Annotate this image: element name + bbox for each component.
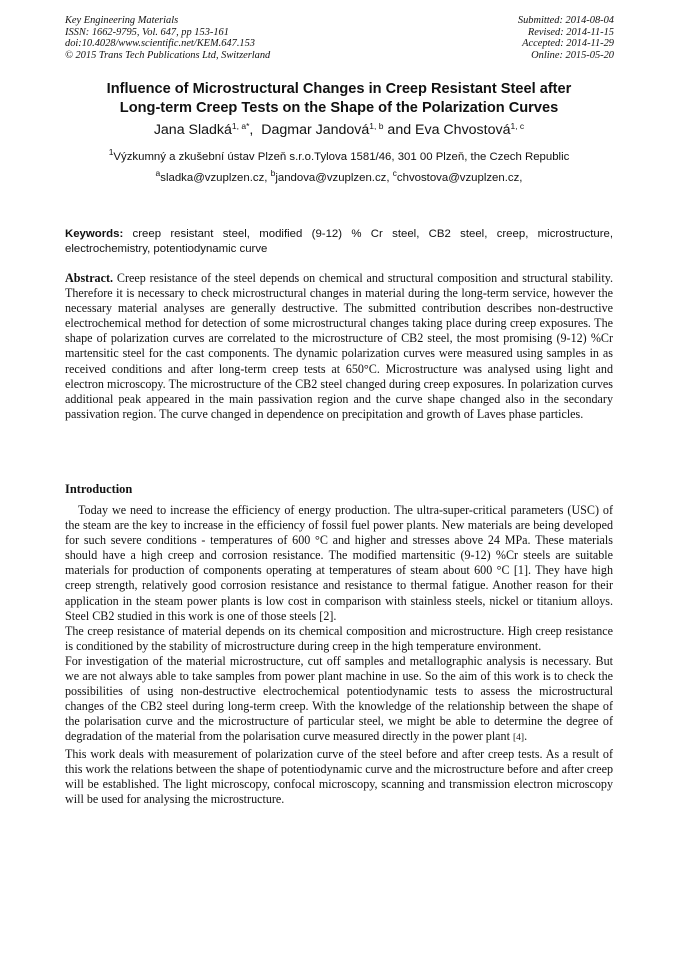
journal-issn: ISSN: 1662-9795, Vol. 647, pp 153-161 xyxy=(65,26,229,38)
author-separator: , xyxy=(249,122,262,138)
author-name: Eva Chvostová xyxy=(415,122,511,138)
paragraph xyxy=(65,654,613,747)
section-heading-introduction: Introduction xyxy=(65,482,133,496)
title-line-1: Influence of Microstructural Changes in Creep Resistant Steel after xyxy=(106,81,572,97)
author-name: Jana Sladká xyxy=(153,122,232,138)
journal-name: Key Engineering Materials xyxy=(65,15,179,26)
keywords-text: creep resistant steel, modified (9-12) % Cr steel, CB2 steel, creep, microstructure, electrochemistry, potentiodynamic curve xyxy=(65,228,613,255)
paper-title xyxy=(40,80,638,118)
affiliation-mark: 1 xyxy=(108,147,114,157)
email-mark: b xyxy=(270,168,276,178)
author-affiliation-mark: 1, a* xyxy=(231,121,250,131)
keywords-label: Keywords: xyxy=(65,228,124,240)
online-date: Online: 2015-05-20 xyxy=(531,49,614,61)
email-mark: a xyxy=(155,168,161,178)
paragraph: The creep resistance of material depends on its chemical composition and microstructure. High creep resistance is conditioned by the stability of microstructure during creep in the high temperature environment. xyxy=(65,623,613,653)
introduction-body xyxy=(65,503,613,807)
citation-reference: [4] xyxy=(512,733,525,744)
affiliation xyxy=(40,147,638,164)
journal-info xyxy=(65,15,270,61)
email-address[interactable]: jandova@vzuplzen.cz, xyxy=(275,172,393,184)
email-mark: c xyxy=(392,168,397,178)
title-line-2: Long-term Creep Tests on the Shape of the Polarization Curves xyxy=(119,100,559,116)
author-list xyxy=(40,121,638,139)
abstract-section xyxy=(65,271,613,422)
email-address[interactable]: chvostova@vzuplzen.cz, xyxy=(396,172,523,184)
author-separator: and xyxy=(383,122,416,138)
author-affiliation-mark: 1, c xyxy=(510,121,525,131)
paragraph-end: . xyxy=(524,729,528,744)
abstract-text: Creep resistance of the steel depends on chemical and structural composition and structural stability. Therefore it is necessary to check microstructural changes in material during the long-term service, however the necessary material analyses are generally destructive. The submitted contribution describes non-destructive electrochemical method for detection of some microstructural changes taking place during creep exposures. The shape of polarization curves are correlated to the microstructure of CB2 steel, the most promising (9-12) %Cr martensitic steel for the cast components. The dynamic polarization curves were measured using samples in as received conditions and after long-term creep tests at 650°C. Microstructure was analysed using light and electron microscopy. The microstructure of the CB2 steel changed during creep exposures. In polarization curves additional peak appeared in the main passivation region and the curve shape changed also in the secondary passivation region. The curve changed in dependence on precipitation and growth of Laves phase particles. xyxy=(65,271,613,421)
paragraph: This work deals with measurement of polarization curve of the steel before and after creep tests. As a result of this work the relations between the shape of potentiodynamic curve and the microstructure before and after creep will be established. The light microscopy, confocal microscopy, scanning and transmission electron microscopy will be used for analysing the microstructure. xyxy=(65,746,613,806)
abstract-label: Abstract. xyxy=(65,271,114,285)
accepted-date: Accepted: 2014-11-29 xyxy=(522,38,614,50)
author-name: Dagmar Jandová xyxy=(261,122,370,138)
submitted-date: Submitted: 2014-08-04 xyxy=(517,15,614,26)
paragraph: Today we need to increase the efficiency of energy production. The ultra-super-critical parameters (USC) of the steam are the key to increase in the efficiency of fossil fuel power plants. New materials are being developed for such severe conditions - temperatures of 600 °C and higher and stresses above 24 MPa. These materials should have a high creep and corrosion resistance. The modified martensitic (9-12) %Cr steels are suitable materials for production of components operating at temperatures of steam about 600 °C [1]. They have high creep strength, relatively good corrosion resistance and resistance to thermal fatigue. Another reason for their application in the steam power plants is low cost in comparison with stainless steels, nickel or titanium alloys. Steel CB2 studied in this work is one of those steels [2]. xyxy=(65,503,613,623)
submission-dates xyxy=(518,15,614,61)
journal-doi: doi:10.4028/www.scientific.net/KEM.647.153 xyxy=(65,38,255,50)
journal-copyright: © 2015 Trans Tech Publications Ltd, Switzerland xyxy=(65,49,271,61)
email-address[interactable]: sladka@vzuplzen.cz, xyxy=(160,172,271,184)
keywords-section xyxy=(65,227,613,256)
author-emails xyxy=(40,168,638,185)
author-affiliation-mark: 1, b xyxy=(369,121,384,131)
affiliation-text: Výzkumný a zkušební ústav Plzeň s.r.o.Tylova 1581/46, 301 00 Plzeň, the Czech Republic xyxy=(113,151,570,163)
revised-date: Revised: 2014-11-15 xyxy=(527,26,614,38)
paragraph-text: For investigation of the material microstructure, cut off samples and metallographic analysis is necessary. But we are not always able to take samples from power plant machine in use. So the aim of this work is to check the possibilities of using non-destructive electrochemical potentiodynamic tests to assess the microstructural changes of the CB2 steel during long-term creep. With the knowledge of the relationship between the shape of the polarisation curve and the microstructure of particular steel, we might be able to determine the degree of degradation of the material from the polarisation curve measured directly in the power plant xyxy=(65,653,613,744)
